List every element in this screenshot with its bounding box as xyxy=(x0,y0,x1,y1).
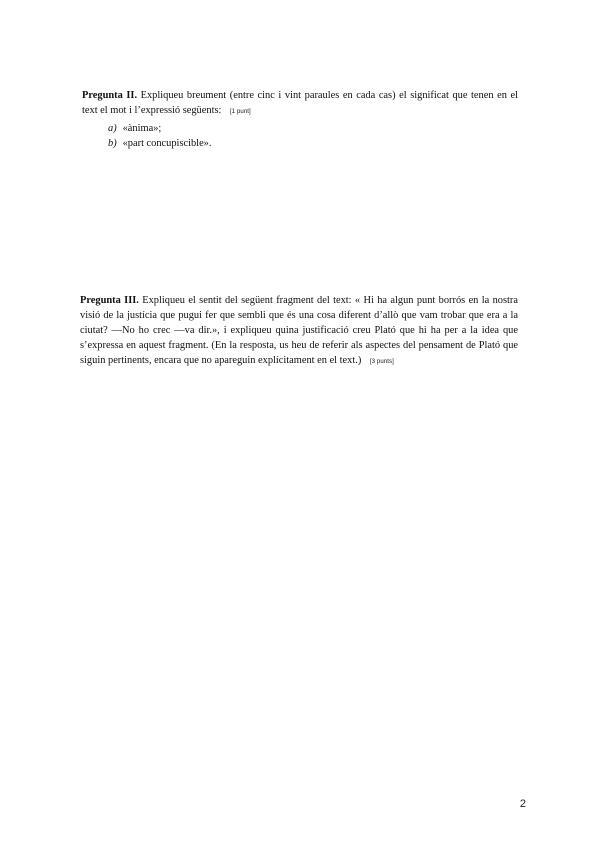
question-3-label: Pregunta III. xyxy=(80,295,139,306)
question-2-text: Expliqueu breument (entre cinc i vint paraules en cada cas) el significat que tenen en el text el mot i l’expressió següents: xyxy=(82,90,518,116)
question-2-label: Pregunta II. xyxy=(82,90,138,101)
item-text: «part concupiscible». xyxy=(122,138,212,149)
question-2 xyxy=(82,88,518,151)
list-item xyxy=(108,121,518,136)
list-item xyxy=(108,136,518,151)
question-2-items xyxy=(82,121,518,151)
question-3-points: [3 punts] xyxy=(369,359,394,365)
page-number: 2 xyxy=(519,798,526,810)
question-2-points: [1 punt] xyxy=(230,109,251,115)
item-letter: a) xyxy=(108,123,117,134)
item-letter: b) xyxy=(108,138,117,149)
question-3 xyxy=(80,293,518,370)
item-text: «ànima»; xyxy=(122,123,162,134)
question-3-text: Expliqueu el sentit del següent fragment del text: « Hi ha algun punt borrós en la nostra visió de la justícia que pugui fer que sembli que és una cosa diferent d’allò que vam trobar que era a la ciutat? —No ho crec —va dir.», i expliqueu quina justificació creu Plató que hi ha per a la idea que s’expressa en aquest fragment. (En la resposta, us heu de referir als aspectes del pensament de Plató que siguin pertinents, encara que no apareguin explícitament en el text.) xyxy=(80,295,518,366)
